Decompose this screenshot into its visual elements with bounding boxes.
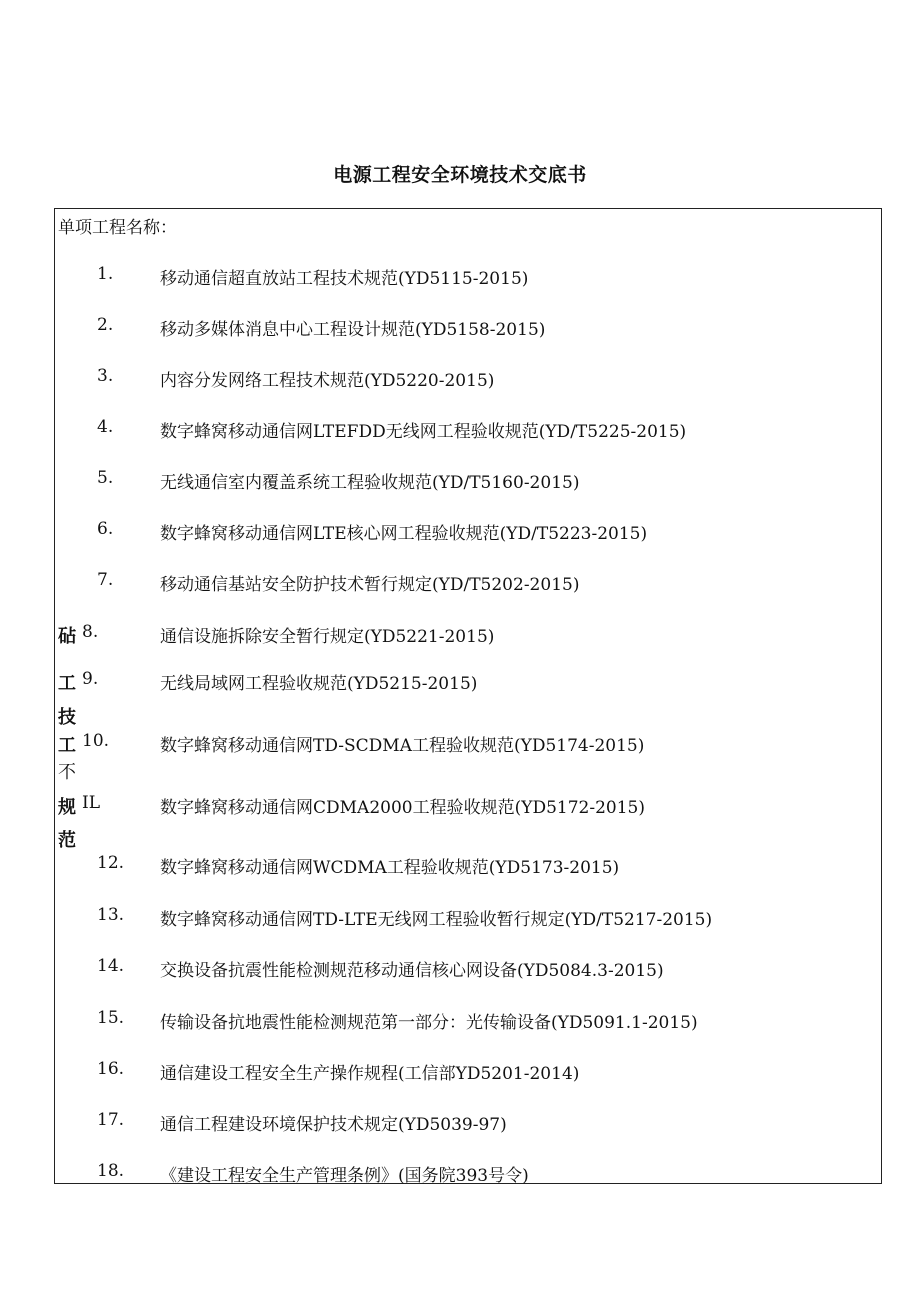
document-title: 电源工程安全环境技术交底书 xyxy=(333,164,587,186)
list-item: 数字蜂窝移动通信网TD-LTE无线网工程验收暂行规定(YD/T5217-2015) xyxy=(160,910,713,930)
side-char: 不 xyxy=(58,762,76,783)
item-number: 6. xyxy=(97,519,114,539)
side-char: 范 xyxy=(58,830,76,851)
side-char: 工 xyxy=(58,735,76,756)
item-number: 2. xyxy=(97,315,114,335)
list-item: 数字蜂窝移动通信网LTE核心网工程验收规范(YD/T5223-2015) xyxy=(160,524,648,544)
side-char: 规 xyxy=(58,797,76,818)
project-name-label: 单项工程名称： xyxy=(58,218,177,238)
item-number: 15. xyxy=(97,1008,125,1028)
item-number: 5. xyxy=(97,468,114,488)
list-item: 移动通信超直放站工程技术规范(YD5115-2015) xyxy=(160,269,529,289)
list-item: 无线通信室内覆盖系统工程验收规范(YD/T5160-2015) xyxy=(160,473,580,493)
list-item: 移动多媒体消息中心工程设计规范(YD5158-2015) xyxy=(160,320,546,340)
item-number: 8. xyxy=(82,622,99,642)
item-number: 14. xyxy=(97,956,125,976)
item-number: IL xyxy=(82,793,101,813)
list-item: 通信工程建设环境保护技术规定(YD5039-97) xyxy=(160,1115,507,1135)
side-char: 工 xyxy=(58,673,76,694)
side-char: 砧 xyxy=(58,626,76,647)
item-number: 12. xyxy=(97,853,125,873)
list-item: 《建设工程安全生产管理条例》(国务院393号令) xyxy=(160,1166,529,1186)
list-item: 通信设施拆除安全暂行规定(YD5221-2015) xyxy=(160,627,495,647)
item-number: 3. xyxy=(97,366,114,386)
item-number: 10. xyxy=(82,731,110,751)
item-number: 13. xyxy=(97,905,125,925)
list-item: 移动通信基站安全防护技术暂行规定(YD/T5202-2015) xyxy=(160,575,580,595)
list-item: 传输设备抗地震性能检测规范第一部分：光传输设备(YD5091.1-2015) xyxy=(160,1013,698,1033)
content-frame xyxy=(54,208,882,1184)
list-item: 无线局域网工程验收规范(YD5215-2015) xyxy=(160,674,478,694)
list-item: 数字蜂窝移动通信网TD-SCDMA工程验收规范(YD5174-2015) xyxy=(160,736,645,756)
item-number: 7. xyxy=(97,570,114,590)
item-number: 1. xyxy=(97,264,114,284)
item-number: 4. xyxy=(97,417,114,437)
item-number: 17. xyxy=(97,1110,125,1130)
list-item: 数字蜂窝移动通信网WCDMA工程验收规范(YD5173-2015) xyxy=(160,858,620,878)
item-number: 18. xyxy=(97,1161,125,1181)
list-item: 交换设备抗震性能检测规范移动通信核心网设备(YD5084.3-2015) xyxy=(160,961,664,981)
list-item: 内容分发网络工程技术规范(YD5220-2015) xyxy=(160,371,495,391)
list-item: 数字蜂窝移动通信网CDMA2000工程验收规范(YD5172-2015) xyxy=(160,798,645,818)
list-item: 通信建设工程安全生产操作规程(工信部YD5201-2014) xyxy=(160,1064,580,1084)
item-number: 16. xyxy=(97,1059,125,1079)
item-number: 9. xyxy=(82,669,99,689)
list-item: 数字蜂窝移动通信网LTEFDD无线网工程验收规范(YD/T5225-2015) xyxy=(160,422,687,442)
side-char: 技 xyxy=(58,707,76,728)
